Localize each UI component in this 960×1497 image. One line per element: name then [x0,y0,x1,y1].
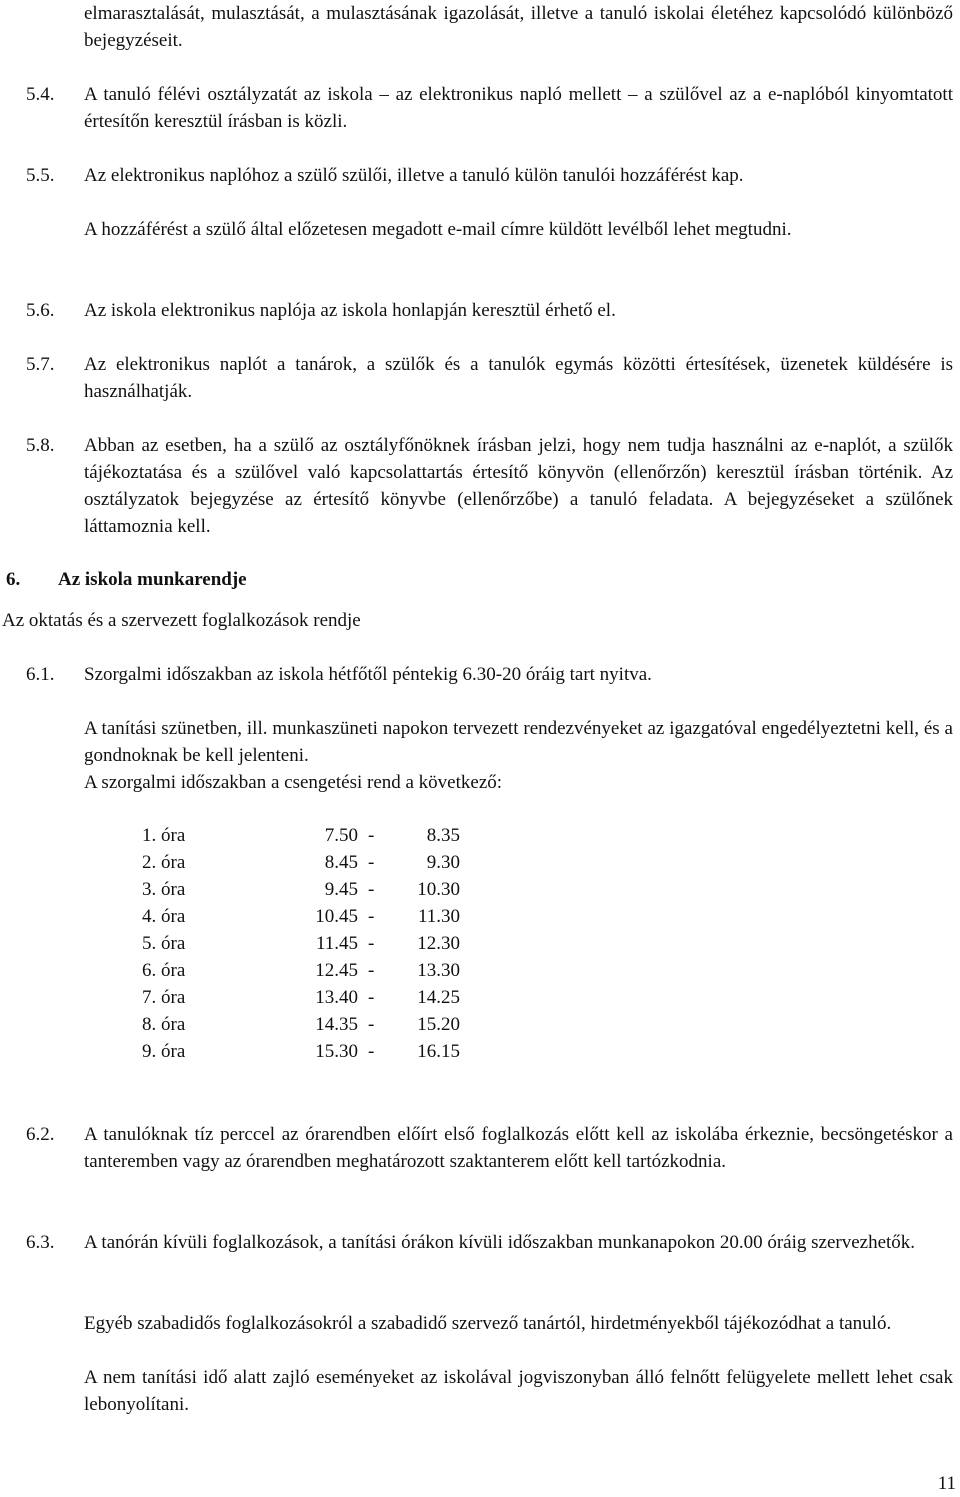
lesson-end: 16.15 [417,1041,460,1062]
paragraph-6-1-extra2: A szorgalmi időszakban a csengetési rend a következő: [84,772,503,793]
paragraph-6-2: A tanulóknak tíz perccel az órarendben előírt első foglalkozás előtt kell az iskolába érkeznie, becsöngetéskor a tanteremben vagy az órarendben meghatározott szaktanterem előtt kell tartózkodnia. [84,1124,953,1172]
section-number-5-6: 5.6. [26,300,55,321]
lesson-end: 14.25 [417,987,460,1008]
section-number-5-5: 5.5. [26,165,55,186]
lesson-dash: - [368,960,375,981]
paragraph-6-1: Szorgalmi időszakban az iskola hétfőtől péntekig 6.30-20 óráig tart nyitva. [84,664,652,685]
bell-schedule [142,822,482,1065]
lesson-dash: - [368,852,375,873]
section-number-5-4: 5.4. [26,84,55,105]
lesson-label: 4. óra [142,906,186,927]
lesson-end: 12.30 [417,933,460,954]
schedule-row [142,903,482,930]
lesson-start: 14.35 [315,1014,358,1035]
lesson-start: 15.30 [315,1041,358,1062]
lesson-dash: - [368,879,375,900]
lesson-end: 11.30 [417,906,460,927]
lesson-label: 9. óra [142,1041,186,1062]
lesson-label: 3. óra [142,879,186,900]
paragraph-5-8: Abban az esetben, ha a szülő az osztályfőnöknek írásban jelzi, hogy nem tudja használni az e-naplót, a szülők tájékoztatása és a szülővel való kapcsolattartás értesítő könyvön (ellenőrzőn) keresztül írásban történik. Az osztályzatok bejegyzése az értesítő könyvbe (ellenőrzőbe) a tanuló feladata. A bejegyzéseket a szülőnek láttamoznia kell. [84,435,953,537]
top-paragraph: elmarasztalását, mulasztását, a mulasztásának igazolását, illetve a tanuló iskolai életéhez kapcsolódó különböző bejegyzéseit. [84,3,953,51]
lesson-start: 9.45 [324,879,358,900]
schedule-row [142,849,482,876]
section-number-5-8: 5.8. [26,435,55,456]
lesson-end: 10.30 [417,879,460,900]
lesson-end: 9.30 [426,852,460,873]
paragraph-6-1-extra1: A tanítási szünetben, ill. munkaszüneti napokon tervezett rendezvényeket az igazgatóval engedélyeztetni kell, és a gondnoknak be kell jelenteni. [84,718,953,766]
lesson-dash: - [368,933,375,954]
lesson-start: 11.45 [315,933,358,954]
paragraph-5-5-extra: A hozzáférést a szülő által előzetesen megadott e-mail címre küldött levélből lehet megtudni. [84,219,792,240]
schedule-row [142,1011,482,1038]
lesson-start: 13.40 [315,987,358,1008]
lesson-start: 10.45 [315,906,358,927]
schedule-row [142,957,482,984]
section-heading-number: 6. [6,569,21,590]
paragraph-5-7: Az elektronikus naplót a tanárok, a szülők és a tanulók egymás közötti értesítések, üzenetek küldésére is használhatják. [84,354,953,402]
lesson-dash: - [368,1014,375,1035]
section-number-6-3: 6.3. [26,1232,55,1253]
lesson-label: 2. óra [142,852,186,873]
schedule-row [142,1038,482,1065]
lesson-label: 1. óra [142,825,186,846]
lesson-start: 8.45 [324,852,358,873]
section-heading-6 [6,566,247,593]
paragraph-5-6: Az iskola elektronikus naplója az iskola honlapján keresztül érhető el. [84,300,616,321]
section-number-5-7: 5.7. [26,354,55,375]
lesson-end: 13.30 [417,960,460,981]
section-number-6-1: 6.1. [26,664,55,685]
lesson-label: 7. óra [142,987,186,1008]
lesson-label: 5. óra [142,933,186,954]
paragraph-5-5: Az elektronikus naplóhoz a szülő szülői, illetve a tanuló külön tanulói hozzáférést kap. [84,165,744,186]
paragraph-6-3: A tanórán kívüli foglalkozások, a tanítási órákon kívüli időszakban munkanapokon 20.00 óráig szervezhetők. [84,1232,916,1253]
lesson-end: 8.35 [426,825,460,846]
subsection-title: Az oktatás és a szervezett foglalkozások rendje [2,610,361,631]
lesson-start: 7.50 [324,825,358,846]
page-number: 11 [937,1473,956,1494]
paragraph-5-4: A tanuló félévi osztályzatát az iskola – az elektronikus napló mellett – a szülővel az a e-naplóból kinyomtatott értesítőn keresztül írásban is közli. [84,84,953,132]
lesson-dash: - [368,987,375,1008]
schedule-row [142,876,482,903]
section-number-6-2: 6.2. [26,1124,55,1145]
schedule-row [142,822,482,849]
lesson-start: 12.45 [315,960,358,981]
lesson-dash: - [368,825,375,846]
section-heading-title: Az iskola munkarendje [58,569,247,590]
lesson-label: 8. óra [142,1014,186,1035]
paragraph-6-3-extra2: A nem tanítási idő alatt zajló eseményeket az iskolával jogviszonyban álló felnőtt felügyelete mellett lehet csak lebonyolítani. [84,1367,953,1415]
lesson-dash: - [368,906,375,927]
schedule-row [142,984,482,1011]
schedule-row [142,930,482,957]
lesson-end: 15.20 [417,1014,460,1035]
lesson-dash: - [368,1041,375,1062]
paragraph-6-3-extra1: Egyéb szabadidős foglalkozásokról a szabadidő szervező tanártól, hirdetményekből tájékozódhat a tanuló. [84,1313,892,1334]
lesson-label: 6. óra [142,960,186,981]
